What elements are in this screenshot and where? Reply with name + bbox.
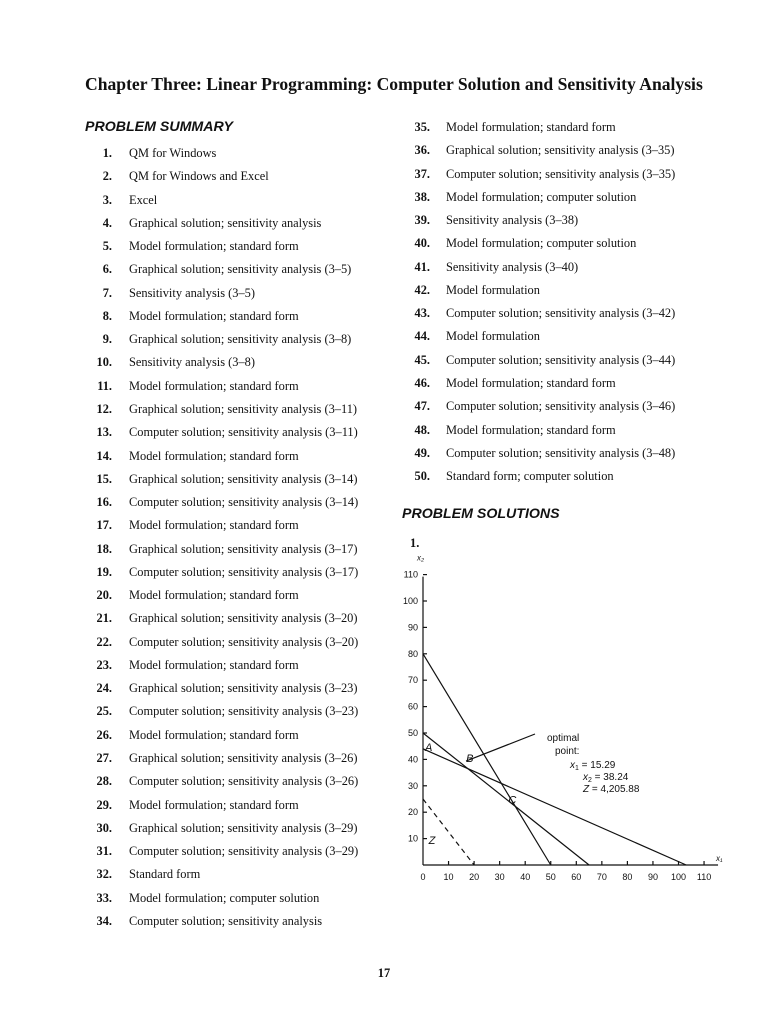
- problem-description: Model formulation; standard form: [129, 797, 299, 812]
- x-tick-label: 50: [545, 872, 556, 882]
- problem-number: 49.: [414, 445, 430, 460]
- problem-description: Computer solution; sensitivity analysis (3–11): [129, 425, 358, 440]
- problem-number: 1.: [102, 146, 112, 160]
- problem-description: Model formulation; standard form: [129, 588, 299, 603]
- problem-description: Model formulation; computer solution: [446, 236, 637, 251]
- problem-number: 43.: [414, 306, 430, 321]
- problem-number: 25.: [96, 704, 112, 719]
- problem-summary-heading: PROBLEM SUMMARY: [85, 119, 233, 135]
- x-tick-label: 100: [670, 872, 687, 882]
- objective-label: Z: [428, 834, 436, 847]
- problem-description: Computer solution; sensitivity analysis (3–23): [129, 704, 359, 719]
- problem-description: Computer solution; sensitivity analysis (3–29): [129, 844, 359, 859]
- problem-number: 30.: [96, 820, 112, 835]
- problem-number: 13.: [96, 425, 112, 440]
- problem-number: 15.: [96, 471, 112, 486]
- y-tick-label: 100: [402, 596, 418, 606]
- x-tick-label: 40: [520, 872, 531, 882]
- problem-solutions-heading: PROBLEM SOLUTIONS: [402, 506, 560, 522]
- problem-number: 23.: [96, 657, 112, 672]
- problem-number: 27.: [96, 751, 112, 766]
- constraint-line: [423, 654, 551, 865]
- y-tick-label: 110: [403, 569, 418, 580]
- x-tick-label: 110: [696, 872, 712, 882]
- problem-description: Graphical solution; sensitivity analysis (3–26): [129, 751, 358, 766]
- problem-description: Model formulation; standard form: [446, 120, 616, 134]
- problem-description: Model formulation; standard form: [446, 375, 616, 390]
- problem-description: Model formulation: [446, 282, 540, 297]
- problem-number: 28.: [96, 774, 112, 789]
- annotation-text: optimal: [547, 733, 580, 744]
- y-tick-label: 60: [407, 701, 418, 712]
- x-tick-label: 20: [469, 872, 480, 882]
- problem-description: Computer solution; sensitivity analysis (3–46): [446, 399, 676, 414]
- problem-description: Sensitivity analysis (3–38): [446, 213, 579, 228]
- solution-number: 1.: [410, 536, 420, 550]
- problem-number: 42.: [414, 282, 430, 297]
- problem-description: Computer solution; sensitivity analysis (3–17): [129, 564, 359, 579]
- solution-graph: [390, 540, 730, 885]
- x-axis-label: x₁: [716, 854, 723, 863]
- problem-description: Computer solution; sensitivity analysis (3–26): [129, 774, 359, 789]
- annotation-value: $x_2 = 38.24$: [583, 772, 629, 784]
- problem-number: 6.: [102, 262, 112, 277]
- problem-description: Computer solution; sensitivity analysis (3–35): [446, 166, 676, 181]
- y-tick-label: 50: [407, 728, 418, 738]
- problem-description: Graphical solution; sensitivity analysis (3–14): [129, 471, 358, 486]
- y-tick-label: 80: [407, 648, 418, 659]
- problem-number: 2.: [102, 169, 112, 184]
- x-tick-label: 80: [622, 872, 633, 882]
- problem-description: Graphical solution; sensitivity analysis (3–17): [129, 541, 358, 556]
- problem-description: Model formulation; standard form: [129, 378, 299, 393]
- problem-description: Graphical solution; sensitivity analysis (3–20): [129, 611, 358, 626]
- problem-description: QM for Windows: [129, 146, 217, 160]
- problem-description: Sensitivity analysis (3–8): [129, 355, 255, 370]
- point-label-b: B: [466, 753, 474, 766]
- x-tick-label: 10: [443, 872, 454, 882]
- y-tick-label: 70: [407, 675, 418, 686]
- problem-number: 11.: [97, 378, 112, 393]
- problem-number: 20.: [96, 588, 112, 603]
- problem-number: 46.: [414, 375, 430, 390]
- problem-description: Computer solution; sensitivity analysis (3–42): [446, 306, 676, 321]
- problem-number: 37.: [414, 166, 430, 181]
- problem-number: 47.: [414, 399, 430, 414]
- problem-number: 26.: [96, 727, 112, 742]
- problem-number: 48.: [414, 422, 430, 437]
- problem-description: Model formulation; standard form: [129, 448, 299, 463]
- problem-number: 33.: [96, 890, 112, 905]
- problem-number: 22.: [96, 634, 112, 649]
- problem-number: 35.: [414, 120, 430, 134]
- problem-description: Sensitivity analysis (3–40): [446, 259, 579, 274]
- x-tick-label: 70: [596, 872, 607, 882]
- y-tick-label: 10: [407, 833, 418, 844]
- problem-number: 41.: [414, 259, 430, 274]
- problem-description: Excel: [129, 192, 158, 207]
- problem-description: Model formulation; standard form: [446, 422, 616, 437]
- problem-description: Computer solution; sensitivity analysis: [129, 913, 323, 928]
- y-tick-label: 30: [407, 780, 418, 791]
- problem-description: Computer solution; sensitivity analysis (3–48): [446, 445, 676, 460]
- problem-description: Model formulation; standard form: [129, 308, 299, 323]
- problem-number: 40.: [414, 236, 430, 251]
- problem-number: 32.: [96, 867, 112, 882]
- problem-description: Model formulation; computer solution: [446, 189, 637, 204]
- problem-number: 31.: [96, 844, 112, 859]
- problem-number: 18.: [96, 541, 112, 556]
- x-tick-label: 90: [647, 872, 658, 882]
- problem-description: Model formulation; standard form: [129, 657, 299, 672]
- annotation-leader-line: [466, 734, 535, 761]
- problem-number: 9.: [102, 332, 112, 347]
- problem-number: 44.: [414, 329, 430, 344]
- point-label-a: A: [425, 741, 433, 754]
- problem-description: Graphical solution; sensitivity analysis (3–8): [129, 332, 352, 347]
- problem-number: 7.: [102, 285, 112, 300]
- problem-number: 5.: [102, 239, 112, 254]
- problem-description: Computer solution; sensitivity analysis (3–44): [446, 352, 676, 367]
- problem-description: Standard form: [129, 867, 201, 882]
- problem-number: 39.: [414, 213, 430, 228]
- problem-description: Model formulation; standard form: [129, 727, 299, 742]
- problem-description: Standard form; computer solution: [446, 469, 614, 484]
- problem-description: Model formulation; computer solution: [129, 890, 320, 905]
- x-tick-label: 30: [494, 872, 505, 882]
- problem-number: 17.: [96, 518, 112, 533]
- x-tick-label: 60: [571, 872, 582, 882]
- objective-function-line: [423, 799, 474, 865]
- annotation-value: Z = 4,205.88: [583, 784, 640, 795]
- problem-description: Model formulation; standard form: [129, 518, 299, 533]
- problem-number: 16.: [96, 495, 112, 510]
- problem-number: 14.: [96, 448, 112, 463]
- problem-number: 19.: [96, 564, 112, 579]
- problem-description: Computer solution; sensitivity analysis (3–14): [129, 495, 359, 510]
- problem-number: 10.: [96, 355, 112, 370]
- problem-number: 29.: [96, 797, 112, 812]
- problem-description: Computer solution; sensitivity analysis (3–20): [129, 634, 359, 649]
- problem-description: Graphical solution; sensitivity analysis (3–11): [129, 401, 358, 416]
- y-tick-label: 40: [407, 754, 418, 765]
- y-axis-label: x₂: [417, 553, 425, 563]
- page-number: 17: [377, 966, 391, 980]
- problem-description: Graphical solution; sensitivity analysis (3–35): [446, 143, 675, 158]
- annotation-text: point:: [555, 746, 580, 757]
- problem-description: Graphical solution; sensitivity analysis: [129, 215, 322, 230]
- problem-description: Graphical solution; sensitivity analysis (3–23): [129, 681, 358, 696]
- problem-number: 12.: [96, 401, 112, 416]
- problem-number: 36.: [414, 143, 430, 158]
- chapter-title: Chapter Three: Linear Programming: Computer Solution and Sensitivity Analysis: [85, 74, 703, 94]
- problem-description: Sensitivity analysis (3–5): [129, 285, 255, 300]
- problem-description: QM for Windows and Excel: [129, 169, 269, 184]
- problem-number: 45.: [414, 352, 430, 367]
- problem-number: 3.: [102, 192, 112, 207]
- problem-description: Graphical solution; sensitivity analysis (3–5): [129, 262, 352, 277]
- problem-number: 4.: [102, 215, 112, 230]
- y-tick-label: 20: [407, 807, 418, 818]
- annotation-value: $x_1 = 15.29$: [570, 760, 616, 772]
- problem-number: 21.: [96, 611, 112, 626]
- problem-number: 34.: [96, 913, 112, 928]
- problem-number: 38.: [414, 189, 430, 204]
- problem-number: 50.: [414, 469, 430, 484]
- problem-number: 8.: [102, 308, 112, 323]
- point-label-c: C: [508, 794, 517, 807]
- problem-description: Graphical solution; sensitivity analysis (3–29): [129, 820, 358, 835]
- y-tick-label: 90: [407, 622, 418, 633]
- problem-number: 24.: [96, 681, 112, 696]
- problem-description: Model formulation: [446, 329, 540, 344]
- x-tick-label: 0: [420, 872, 426, 882]
- problem-description: Model formulation; standard form: [129, 239, 299, 254]
- constraint-line: [423, 749, 686, 865]
